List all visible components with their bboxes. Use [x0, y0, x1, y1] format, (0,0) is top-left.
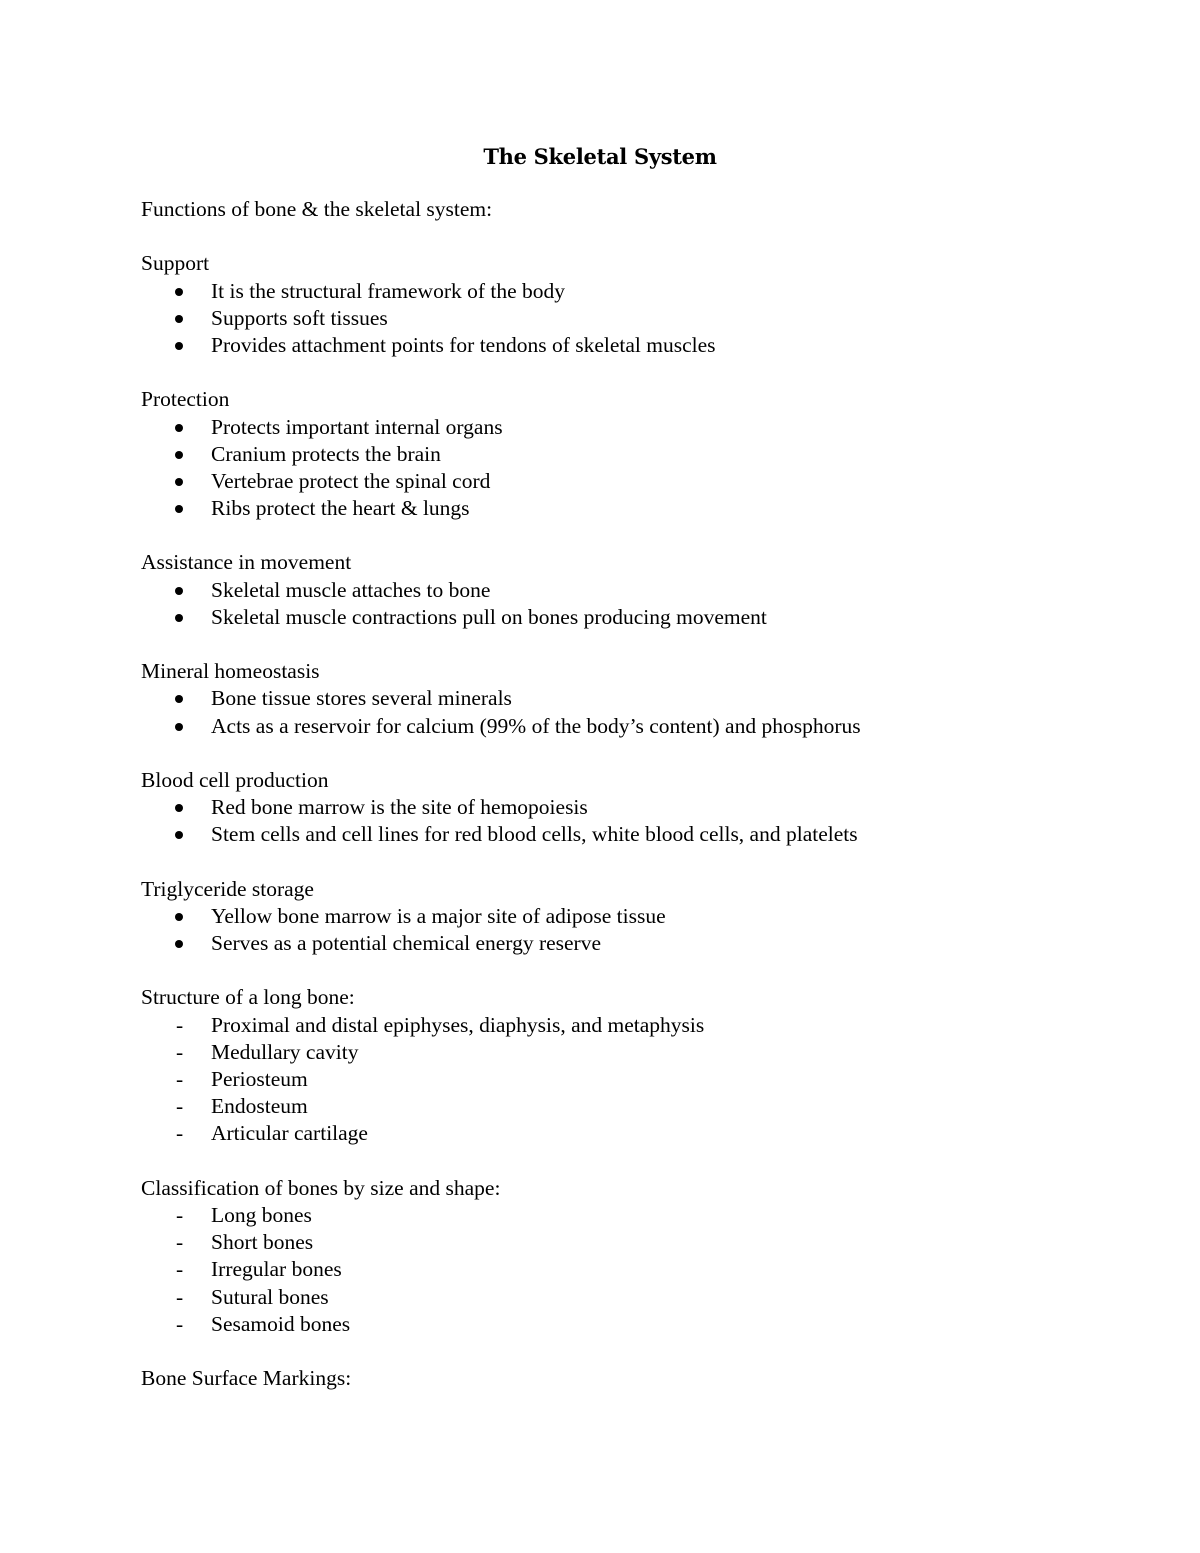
bullet-icon	[141, 441, 211, 468]
bullet-icon	[141, 821, 211, 848]
section-heading-assistance-in-movement: Assistance in movement	[141, 550, 352, 575]
dash-icon	[141, 1284, 211, 1311]
dash-mark-icon: -	[176, 1230, 184, 1255]
bullet-dot-icon	[175, 288, 183, 296]
list-item-text: Short bones	[211, 1230, 314, 1255]
dash-mark-icon: -	[176, 1257, 184, 1282]
bullet-icon	[141, 713, 211, 740]
list-item	[141, 1093, 1121, 1120]
list-item-text: Serves as a potential chemical energy reserve	[211, 931, 602, 956]
bullet-dot-icon	[175, 940, 183, 948]
dash-icon	[141, 1093, 211, 1120]
section-heading-mineral-homeostasis: Mineral homeostasis	[141, 659, 320, 684]
dash-mark-icon: -	[176, 1121, 184, 1146]
list-item-text: Stem cells and cell lines for red blood cells, white blood cells, and platelets	[211, 822, 858, 847]
bullet-dot-icon	[175, 804, 183, 812]
list-item	[141, 930, 1121, 957]
list-item-text: Medullary cavity	[211, 1039, 359, 1064]
list-item	[141, 1012, 1121, 1039]
bullet-dot-icon	[175, 451, 183, 459]
dash-icon	[141, 1202, 211, 1229]
bullet-icon	[141, 794, 211, 821]
bullet-icon	[141, 414, 211, 441]
list-item	[141, 495, 1121, 522]
list-item	[141, 604, 1121, 631]
list-item	[141, 903, 1121, 930]
intro-text: Functions of bone & the skeletal system:	[141, 197, 493, 221]
list-item-text: Supports soft tissues	[211, 305, 388, 330]
bullet-dot-icon	[175, 695, 183, 703]
dash-mark-icon: -	[176, 1067, 184, 1091]
bullet-dot-icon	[175, 587, 183, 595]
list-item	[141, 577, 1121, 604]
list-item	[141, 1311, 1121, 1338]
list-item	[141, 1284, 1121, 1311]
bullet-icon	[141, 278, 211, 305]
dash-mark-icon: -	[176, 1012, 184, 1037]
dash-icon	[141, 1229, 211, 1256]
list-item-text: Skeletal muscle contractions pull on bones producing movement	[211, 604, 767, 629]
list-item-text: Articular cartilage	[211, 1121, 368, 1146]
paragraph-gap	[141, 957, 1121, 984]
list-item-text: Cranium protects the brain	[211, 441, 441, 466]
paragraph-gap	[141, 522, 1121, 549]
list-item	[141, 821, 1121, 848]
list-item-text: Ribs protect the heart & lungs	[211, 496, 470, 521]
dash-icon	[141, 1039, 211, 1066]
list-item	[141, 1066, 1121, 1093]
list-item-text: Bone tissue stores several minerals	[211, 686, 512, 711]
section-heading-structure-of-a-long-bone: Structure of a long bone:	[141, 985, 355, 1010]
bullet-dot-icon	[175, 505, 183, 513]
list-item	[141, 441, 1121, 468]
list-item-text: Protects important internal organs	[211, 414, 503, 439]
list-item	[141, 685, 1121, 712]
bullet-icon	[141, 305, 211, 332]
dash-icon	[141, 1256, 211, 1283]
list-item-text: Yellow bone marrow is a major site of adipose tissue	[211, 903, 666, 928]
list-item-text: Skeletal muscle attaches to bone	[211, 577, 491, 602]
section-heading-support: Support	[141, 251, 210, 276]
paragraph-gap	[141, 223, 1121, 250]
paragraph-gap	[141, 740, 1121, 767]
list-item	[141, 1229, 1121, 1256]
list-item	[141, 278, 1121, 305]
dash-icon	[141, 1066, 211, 1093]
section-heading-triglyceride-storage: Triglyceride storage	[141, 876, 314, 901]
list-item-text: Sutural bones	[211, 1284, 329, 1309]
section-heading-blood-cell-production: Blood cell production	[141, 767, 329, 792]
bullet-icon	[141, 604, 211, 631]
dash-mark-icon: -	[176, 1039, 184, 1064]
list-item-text: Irregular bones	[211, 1257, 342, 1282]
list-item	[141, 1202, 1121, 1229]
paragraph-gap	[141, 1148, 1121, 1175]
paragraph-gap	[141, 849, 1121, 876]
list-item	[141, 1039, 1121, 1066]
list-item	[141, 1256, 1121, 1283]
list-item-text: Acts as a reservoir for calcium (99% of the body’s content) and phosphorus	[211, 713, 861, 738]
list-item-text: Red bone marrow is the site of hemopoiesis	[211, 795, 588, 820]
paragraph-gap	[141, 631, 1121, 658]
list-item	[141, 414, 1121, 441]
list-item-text: Provides attachment points for tendons of skeletal muscles	[211, 332, 716, 357]
list-item-text: Periosteum	[211, 1067, 308, 1091]
section-heading-protection: Protection	[141, 387, 230, 412]
bullet-dot-icon	[175, 723, 183, 731]
list-item-text: Long bones	[211, 1202, 312, 1227]
bullet-dot-icon	[175, 424, 183, 432]
dash-mark-icon: -	[176, 1311, 184, 1336]
bullet-dot-icon	[175, 315, 183, 323]
dash-mark-icon: -	[176, 1202, 184, 1227]
list-item	[141, 468, 1121, 495]
bullet-icon	[141, 685, 211, 712]
dash-mark-icon: -	[176, 1284, 184, 1309]
bullet-icon	[141, 930, 211, 957]
list-item	[141, 794, 1121, 821]
list-item-text: It is the structural framework of the body	[211, 278, 566, 303]
bullet-icon	[141, 468, 211, 495]
bullet-dot-icon	[175, 478, 183, 486]
list-item	[141, 305, 1121, 332]
paragraph-gap	[141, 1338, 1121, 1365]
list-item	[141, 332, 1121, 359]
section-heading-bone-surface-markings: Bone Surface Markings:	[141, 1366, 352, 1391]
list-item	[141, 1120, 1121, 1147]
bullet-dot-icon	[175, 342, 183, 350]
bullet-icon	[141, 332, 211, 359]
bullet-dot-icon	[175, 913, 183, 921]
list-item	[141, 713, 1121, 740]
dash-icon	[141, 1012, 211, 1039]
section-heading-classification-of-bones-by-size-and-shape: Classification of bones by size and shape:	[141, 1175, 501, 1200]
bullet-dot-icon	[175, 614, 183, 622]
bullet-dot-icon	[175, 831, 183, 839]
dash-icon	[141, 1120, 211, 1147]
list-item-text: Sesamoid bones	[211, 1311, 351, 1336]
list-item-text: Endosteum	[211, 1094, 308, 1119]
page-title: The Skeletal System	[483, 144, 717, 169]
dash-mark-icon: -	[176, 1094, 184, 1119]
paragraph-gap	[141, 359, 1121, 386]
dash-icon	[141, 1311, 211, 1338]
bullet-icon	[141, 903, 211, 930]
bullet-icon	[141, 495, 211, 522]
list-item-text: Proximal and distal epiphyses, diaphysis, and metaphysis	[211, 1012, 705, 1037]
list-item-text: Vertebrae protect the spinal cord	[211, 468, 491, 493]
document-body	[141, 196, 1121, 1392]
bullet-icon	[141, 577, 211, 604]
